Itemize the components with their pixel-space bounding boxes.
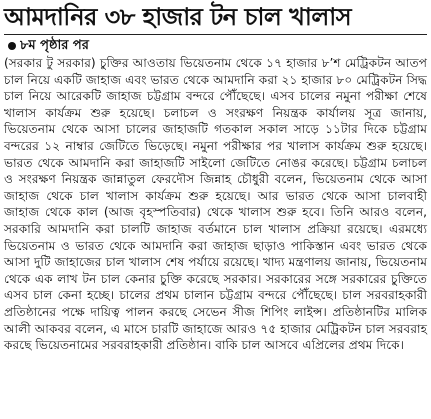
bullet-icon [8, 42, 16, 50]
headline: আমদানির ৩৮ হাজার টন চাল খালাস [4, 3, 352, 31]
headline-rule [4, 34, 427, 35]
article-paragraph: (সরকার টু সরকার) চুক্তির আওতায় ভিয়েতনাম থেকে ১৭ হাজার ৮’শ মেট্রিকটন আতপ চাল নিয়ে একটি জাহাজ এবং ভারত থেকে আমদানি করা ২১ হাজার ৮০ মেট্রিকটন সিদ্ধ চাল নিয়ে আরেকটি জাহাজ চট্টগ্রাম বন্দরে পৌঁছেছে। এসব চালের নমুনা পরীক্ষা শেষে খালাস কার্যক্রম শুরু হয়েছে। চলাচল ও সংরক্ষণ নিয়ন্ত্রক কার্যালয় সূত্র জানায়, ভিয়েতনাম থেকে আসা চালের জাহাজটি গতকাল সকাল সাড়ে ১১টার দিকে চট্টগ্রাম বন্দরের ১২ নাম্বার জেটিতে ভিড়েছে। নমুনা পরীক্ষার পর খালাস কার্যক্রম শুরু হয়েছে। ভারত থেকে আমদানি করা জাহাজটি সাইলো জেটিতে নোঙর করেছে। চট্টগ্রাম চলাচল ও সংরক্ষণ নিয়ন্ত্রক জান্নাতুল ফেরদৌস জিন্নাহ চৌধুরী বলেন, ভিয়েতনাম থেকে আসা জাহাজ থেকে চাল খালাস কার্যক্রম শুরু হয়েছে। আর ভারত থেকে আসা চালবাহী জাহাজ থেকে কাল (আজ বৃহস্পতিবার) থেকে খালাস শুরু হবে। তিনি আরও বলেন, সরকারি আমদানি করা চালটি জাহাজ বর্তমানে চাল খালাস প্রক্রিয়া রয়েছে। এরমধ্যে ভিয়েতনাম ও ভারত থেকে আমদানি করা জাহাজ ছাড়াও পাকিস্তান এবং ভারত থেকে আসা দুটি জাহাজের চাল খালাস শেষ পর্যায়ে রয়েছে। খাদ্য মন্ত্রণালয় জানায়, ভিয়েতনাম থেকে এক লাখ টন চাল কেনার চুক্তি করেছে সরকার। সরকারের সঙ্গে সরকারের চুক্তিতে এসব চাল কেনা হচ্ছে। চালের প্রথম চালান চট্টগ্রাম বন্দরে পৌঁছেছে। চাল সরবরাহকারী প্রতিষ্ঠানের পক্ষে দায়িত্ব পালন করছে সেভেন সীজ শিপিং লাইন্স। প্রতিষ্ঠানটির মালিক আলী আকবর বলেন, এ মাসে চারটি জাহাজে আরও ৭৫ হাজার মেট্রিকটন চাল সরবরাহ করছে ভিয়েতনামের সরবরাহকারী প্রতিষ্ঠান। বাকি চাল আসবে এপ্রিলের প্রথম দিকে। [4, 56, 427, 353]
continued-from-label: ৮ম পৃষ্ঠার পর [20, 38, 89, 53]
continuation-note [8, 38, 427, 54]
article-body [4, 55, 427, 354]
